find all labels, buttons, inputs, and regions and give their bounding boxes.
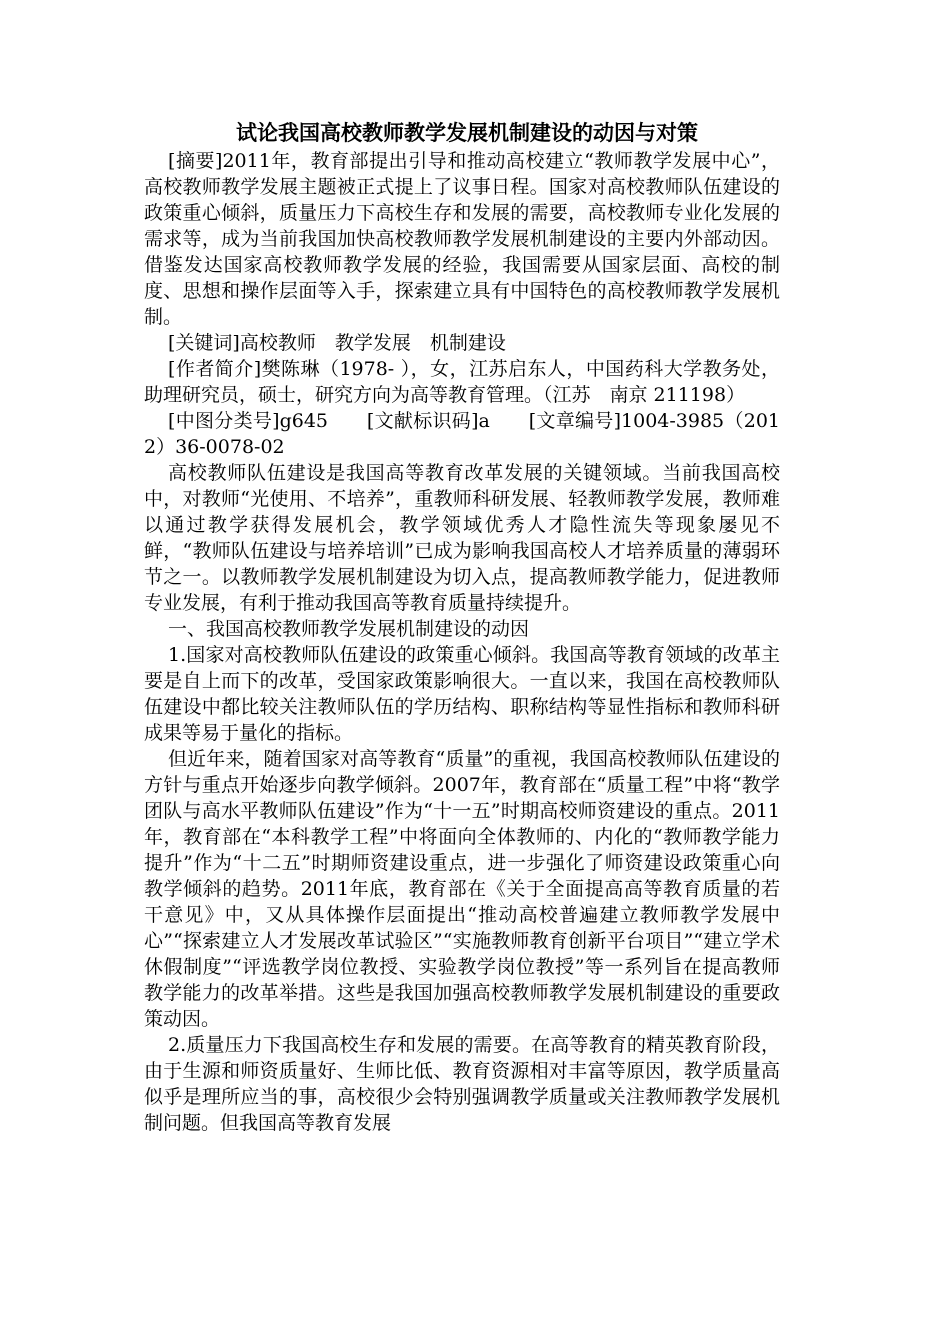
classification-paragraph: [中图分类号]g645 [文献标识码]a [文章编号]1004-3985（2012）36-0078-02: [144, 410, 780, 458]
document-page: [144, 118, 780, 1136]
abstract-paragraph: [摘要]2011年，教育部提出引导和推动高校建立“教师教学发展中心”，高校教师教学发展主题被正式提上了议事日程。国家对高校教师队伍建设的政策重心倾斜，质量压力下高校生存和发展的需要，高校教师专业化发展的需求等，成为当前我国加快高校教师教学发展机制建设的主要内外部动因。借鉴发达国家高校教师教学发展的经验，我国需要从国家层面、高校的制度、思想和操作层面等入手，探索建立具有中国特色的高校教师教学发展机制。: [144, 150, 780, 328]
body-paragraph: 高校教师队伍建设是我国高等教育改革发展的关键领域。当前我国高校中，对教师“光使用、不培养”，重教师科研发展、轻教师教学发展，教师难以通过教学获得发展机会，教学领域优秀人才隐性流失等现象屡见不鲜，“教师队伍建设与培养培训”已成为影响我国高校人才培养质量的薄弱环节之一。以教师教学发展机制建设为切入点，提高教师教学能力，促进教师专业发展，有利于推动我国高等教育质量持续提升。: [144, 462, 780, 614]
body-paragraph: 1.国家对高校教师队伍建设的政策重心倾斜。我国高等教育领域的改革主要是自上而下的改革，受国家政策影响很大。一直以来，我国在高校教师队伍建设中都比较关注教师队伍的学历结构、职称结构等显性指标和教师科研成果等易于量化的指标。: [144, 644, 780, 744]
document-title: 试论我国高校教师教学发展机制建设的动因与对策: [236, 120, 698, 145]
body-paragraph: 但近年来，随着国家对高等教育“质量”的重视，我国高校教师队伍建设的方针与重点开始逐步向教学倾斜。2007年，教育部在“质量工程”中将“教学团队与高水平教师队伍建设”作为“十一五”时期高校师资建设的重点。2011年，教育部在“本科教学工程”中将面向全体教师的、内化的“教师教学能力提升”作为“十二五”时期师资建设重点，进一步强化了师资建设政策重心向教学倾斜的趋势。2011年底，教育部在《关于全面提高高等教育质量的若干意见》中，又从具体操作层面提出“推动高校普遍建立教师教学发展中心”“探索建立人才发展改革试验区”“实施教师教育创新平台项目”“建立学术休假制度”“评选教学岗位教授、实验教学岗位教授”等一系列旨在提高教师教学能力的改革举措。这些是我国加强高校教师教学发展机制建设的重要政策动因。: [144, 748, 780, 1030]
body-paragraph: 2.质量压力下我国高校生存和发展的需要。在高等教育的精英教育阶段，由于生源和师资质量好、生师比低、教育资源相对丰富等原因，教学质量高似乎是理所应当的事，高校很少会特别强调教学质量或关注教师教学发展机制问题。但我国高等教育发展: [144, 1034, 780, 1134]
keywords-paragraph: [关键词]高校教师 教学发展 机制建设: [168, 332, 506, 354]
author-intro-paragraph: [作者简介]樊陈琳（1978- ），女，江苏启东人，中国药科大学教务处，助理研究员，硕士，研究方向为高等教育管理。（江苏 南京 211198）: [144, 358, 780, 406]
section-heading: 一、我国高校教师教学发展机制建设的动因: [168, 618, 530, 640]
